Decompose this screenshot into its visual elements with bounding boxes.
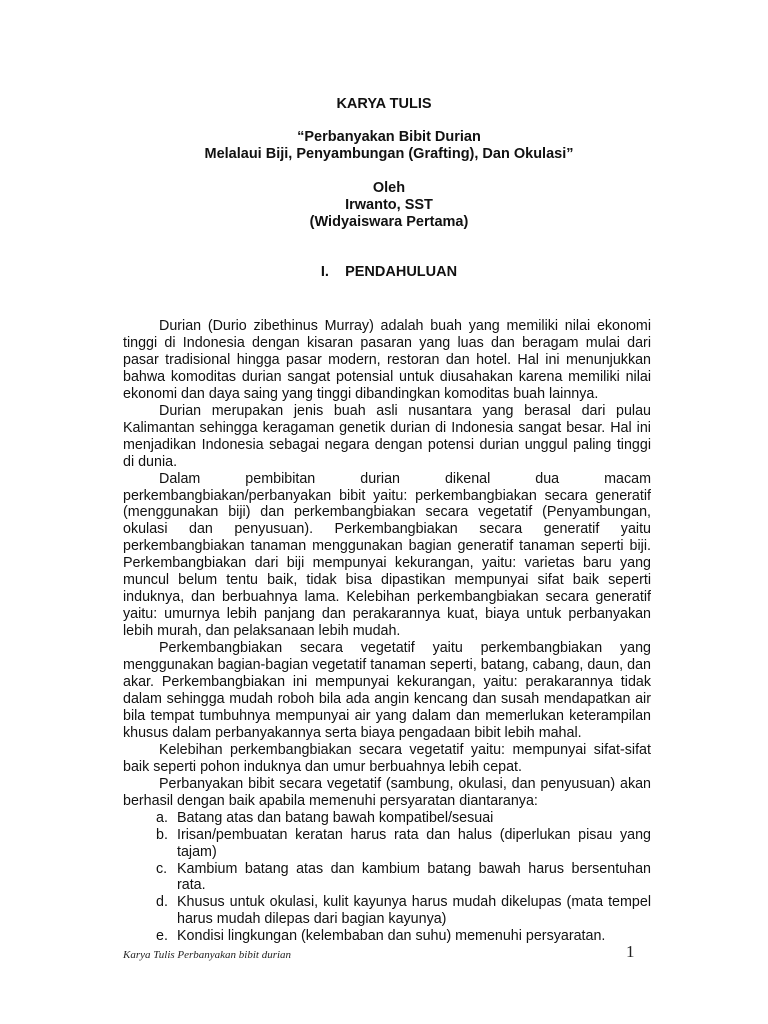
author-block [0,180,768,231]
paragraph: Kelebihan perkembangbiakan secara vegetatif yaitu: mempunyai sifat-sifat baik seperti pohon induknya dan umur berbuahnya lebih cepat. [123,741,651,775]
section-title: PENDAHULUAN [345,264,458,280]
list-item-text: Irisan/pembuatan keratan harus rata dan halus (diperlukan pisau yang tajam) [177,826,651,860]
document-subtitle [0,129,768,163]
list-marker: e. [156,928,168,945]
page-number: 1 [626,942,635,961]
paragraph: Perbanyakan bibit secara vegetatif (sambung, okulasi, dan penyusuan) akan berhasil dengan baik apabila memenuhi persyaratan diantaranya: [123,775,651,809]
list-item [156,928,651,945]
list-item-text: Batang atas dan batang bawah kompatibel/sesuai [177,809,494,826]
list-marker: d. [156,894,168,911]
body-text [123,318,651,945]
paragraph: Perkembangbiakan secara vegetatif yaitu perkembangbiakan yang menggunakan bagian-bagian vegetatif tanaman seperti, batang, cabang, daun, dan akar. Perkembangbiakan ini mempunyai kekurangan, yaitu: perakarannya tidak dalam sehingga mudah roboh bila ada angin kencang dan susah mendapatkan air bila tempat tumbuhnya mempunyai air yang dalam dan memerlukan keterampilan khusus dalam perbanyakannya serta biaya pengadaan bibit lebih mahal. [123,640,651,741]
list-marker: a. [156,809,168,826]
author-role: (Widyaiswara Pertama) [309,214,469,230]
list-item-text: Kondisi lingkungan (kelembaban dan suhu) memenuhi persyaratan. [177,928,606,945]
paragraph: Durian merupakan jenis buah asli nusantara yang berasal dari pulau Kalimantan sehingga keragaman genetik durian di Indonesia sangat besar. Hal ini menjadikan Indonesia sebagai negara dengan potensi durian unggul paling tinggi di dunia. [123,402,651,470]
list-item [156,827,651,861]
list-item [156,894,651,928]
list-marker: b. [156,826,168,843]
list-item-text: Kambium batang atas dan kambium batang bawah harus bersentuhan rata. [177,860,651,894]
paragraph: Durian (Durio zibethinus Murray) adalah buah yang memiliki nilai ekonomi tinggi di Indonesia dengan kisaran pasaran yang luas dan beragam mulai dari pasar tradisional hingga pasar modern, restoran dan hotel. Hal ini menunjukkan bahwa komoditas durian sangat potensial untuk diusahakan karena memiliki nilai ekonomi dan daya saing yang tinggi dibandingkan komoditas buah lainnya. [123,318,651,402]
by-label: Oleh [372,180,406,196]
list-item-text: Khusus untuk okulasi, kulit kayunya harus mudah dikelupas (mata tempel harus mudah dilepas dari bagian kayunya) [177,894,651,928]
list-item [156,861,651,895]
list-marker: c. [156,860,168,877]
running-footer: Karya Tulis Perbanyakan bibit durian [123,949,292,961]
requirements-list [123,810,651,946]
paragraph: Dalam pembibitan durian dikenal dua macam perkembangbiakan/perbanyakan bibit yaitu: perkembangbiakan secara generatif (menggunakan biji) dan perkembangbiakan secara vegetatif (Penyambungan, okulasi dan penyusuan). Perkembangbiakan secara generatif yaitu perkembangbiakan tanaman menggunakan bagian generatif tanaman seperti biji. Perkembangbiakan dari biji mempunyai kekurangan, yaitu: varietas baru yang muncul belum tentu baik, tidak bisa dipastikan mempunyai sifat baik seperti induknya, dan berbuahnya lama. Kelebihan perkembangbiakan secara generatif yaitu: umurnya lebih panjang dan perakarannya kuat, biaya untuk perbanyakan lebih murah, dan pelaksanaan lebih mudah. [123,470,651,640]
section-heading [0,264,768,281]
list-item [156,810,651,827]
section-number: I. [320,264,329,280]
subtitle-line-2: Melalaui Biji, Penyambungan (Grafting), Dan Okulasi” [204,146,574,162]
author-name: Irwanto, SST [345,197,433,213]
document-title: KARYA TULIS [336,96,432,112]
subtitle-line-1: “Perbanyakan Bibit Durian [297,129,481,145]
